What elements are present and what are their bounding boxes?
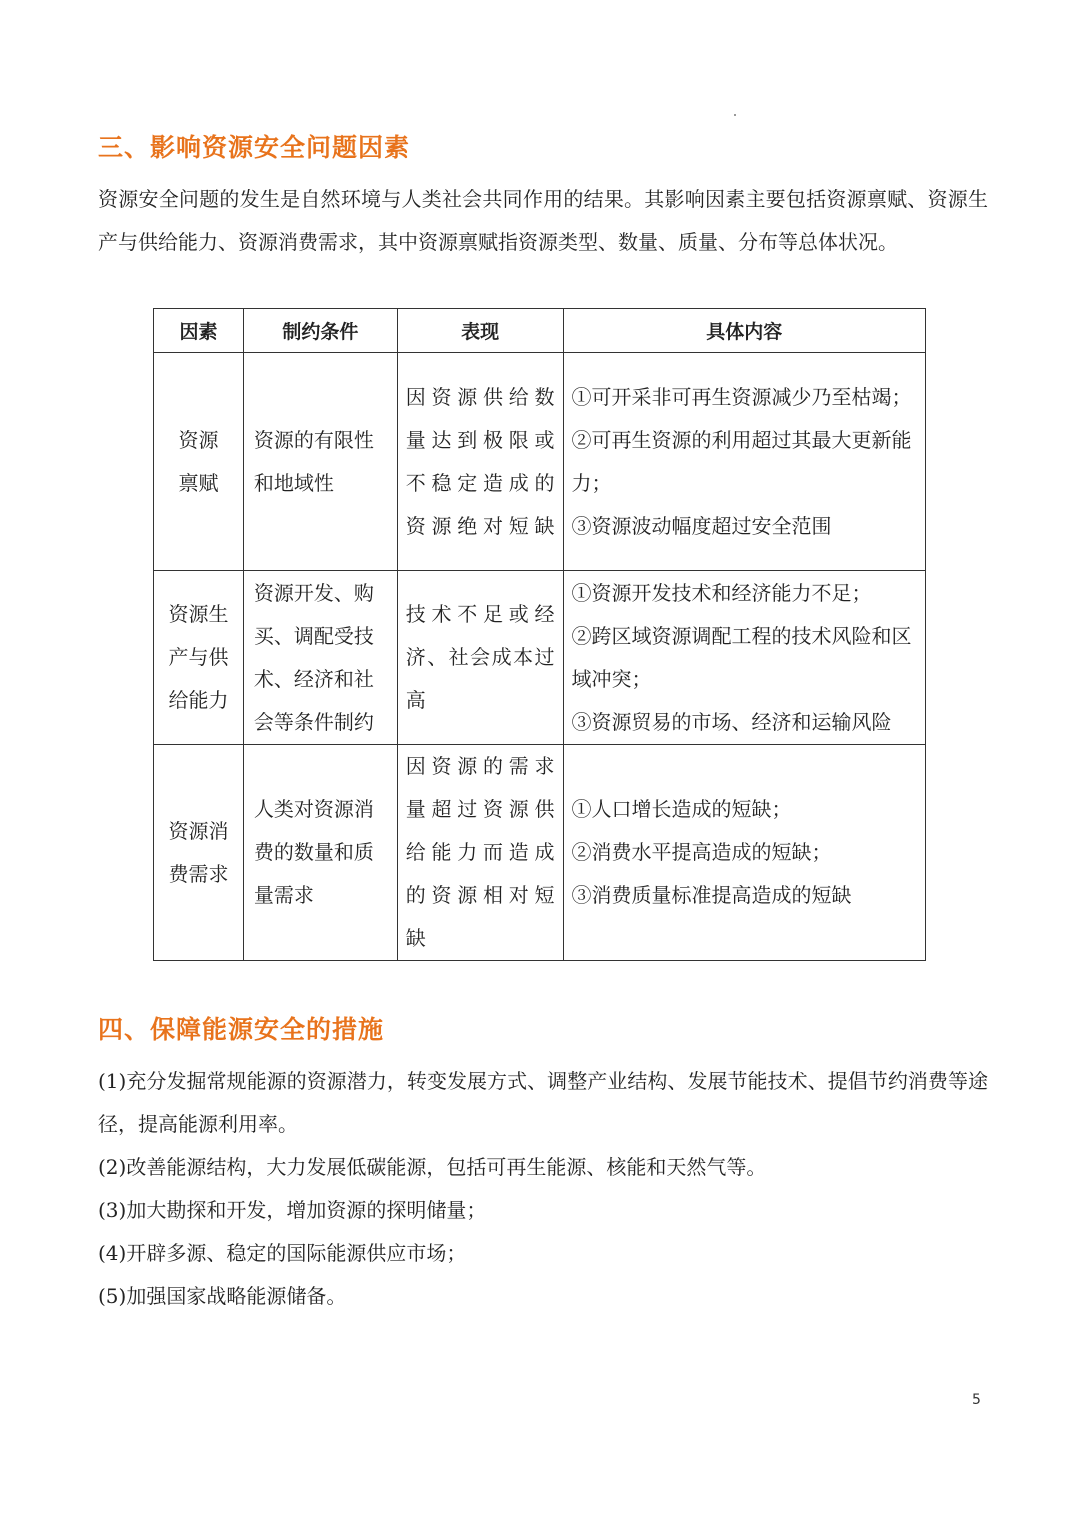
manifestation-cell: 因资源供给数 量达到极限或 不稳定造成的 资源绝对短缺 (397, 353, 563, 571)
condition-cell: 资源开发、购 买、调配受技 术、经济和社 会等条件制约 (243, 571, 397, 745)
section-3-title: 三、影响资源安全问题因素 (98, 133, 411, 162)
section-4-title: 四、保障能源安全的措施 (98, 1015, 385, 1044)
header-details: 具体内容 (563, 309, 925, 353)
details-cell: ①人口增长造成的短缺； ②消费水平提高造成的短缺； ③消费质量标准提高造成的短缺 (563, 745, 925, 961)
factor-cell: 资源消 费需求 (154, 745, 244, 961)
details-cell: ①可开采非可再生资源减少乃至枯竭； ②可再生资源的利用超过其最大更新能力； ③资源波动幅度超过安全范围 (563, 353, 925, 571)
header-manifestation: 表现 (397, 309, 563, 353)
resource-factor-table (153, 308, 926, 961)
manifestation-cell: 因资源的需求 量超过资源供 给能力而造成 的资源相对短 缺 (397, 745, 563, 961)
table-header-row (154, 309, 926, 353)
table-row (154, 571, 926, 745)
table-row (154, 353, 926, 571)
condition-cell: 人类对资源消 费的数量和质 量需求 (243, 745, 397, 961)
measure-item-2: (2)改善能源结构，大力发展低碳能源，包括可再生能源、核能和天然气等。 (98, 1155, 767, 1179)
page-number: 5 (972, 1392, 981, 1408)
section-3-intro: 资源安全问题的发生是自然环境与人类社会共同作用的结果。其影响因素主要包括资源禀赋、资源生产与供给能力、资源消费需求，其中资源禀赋指资源类型、数量、质量、分布等总体状况。 (98, 187, 988, 254)
header-condition: 制约条件 (243, 309, 397, 353)
header-factor: 因素 (154, 309, 244, 353)
measure-item-5: (5)加强国家战略能源储备。 (98, 1284, 347, 1308)
factor-cell: 资源生 产与供 给能力 (154, 571, 244, 745)
details-cell: ①资源开发技术和经济能力不足； ②跨区域资源调配工程的技术风险和区域冲突； ③资源贸易的市场、经济和运输风险 (563, 571, 925, 745)
manifestation-cell: 技术不足或经 济、社会成本过 高 (397, 571, 563, 745)
scan-speck (734, 114, 736, 116)
measure-item-4: (4)开辟多源、稳定的国际能源供应市场； (98, 1241, 467, 1265)
measure-item-3: (3)加大勘探和开发，增加资源的探明储量； (98, 1198, 487, 1222)
condition-cell: 资源的有限性 和地域性 (243, 353, 397, 571)
table-row (154, 745, 926, 961)
factor-cell: 资源 禀赋 (154, 353, 244, 571)
measure-item-1: (1)充分发掘常规能源的资源潜力，转变发展方式、调整产业结构、发展节能技术、提倡节约消费等途径，提高能源利用率。 (98, 1069, 988, 1136)
